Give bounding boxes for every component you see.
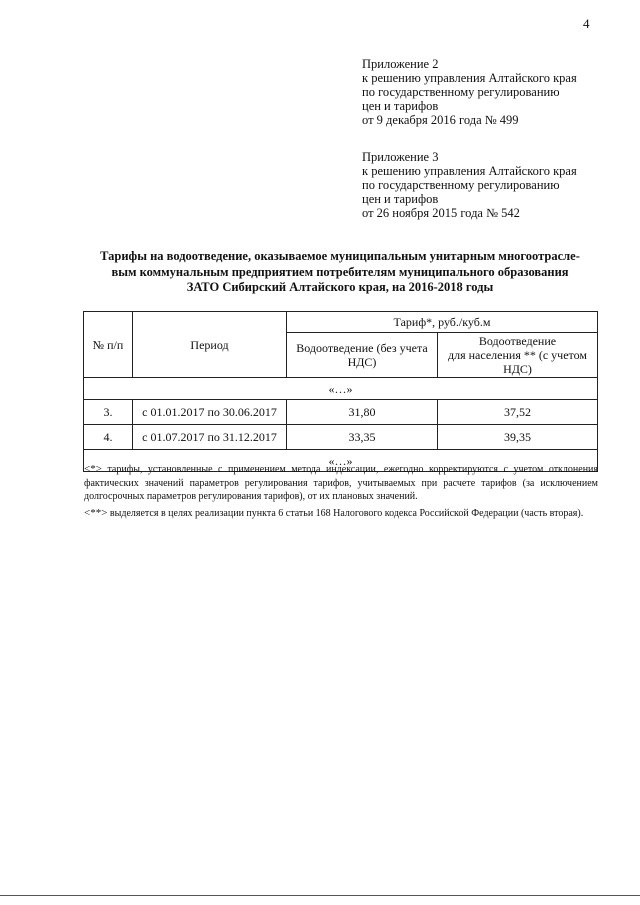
footnote — [84, 507, 598, 521]
header-period: Период — [133, 312, 287, 378]
table-ellipsis-row — [84, 378, 598, 400]
title-line: Тарифы на водоотведение, оказываемое муниципальным унитарным многоотрасле- — [100, 249, 580, 263]
appendix-2-line: к решению управления Алтайского края — [362, 71, 577, 85]
bottom-scan-line — [0, 895, 640, 896]
ellipsis-bottom: «…» — [84, 450, 598, 472]
row-population: 39,35 — [438, 425, 598, 450]
title-line: вым коммунальным предприятием потребителям муниципального образования — [111, 264, 569, 279]
footnotes — [84, 463, 598, 523]
row-period: с 01.01.2017 по 30.06.2017 — [133, 400, 287, 425]
footnote-text: выделяется в целях реализации пункта 6 статьи 168 Налогового кодекса Российской Федерации (часть вторая). — [109, 507, 584, 519]
appendix-2-line: цен и тарифов — [362, 99, 439, 113]
table-header-row — [84, 312, 598, 333]
row-population: 37,52 — [438, 400, 598, 425]
appendix-3-line: от 26 ноября 2015 года № 542 — [362, 206, 520, 220]
row-without-vat: 33,35 — [287, 425, 438, 450]
document-title — [80, 249, 600, 296]
table-row — [84, 400, 598, 425]
appendix-2-line: по государственному регулированию — [362, 85, 560, 99]
header-num: № п/п — [84, 312, 133, 378]
appendix-3-line: цен и тарифов — [362, 192, 439, 206]
header-population-line: для населения ** (с учетом НДС) — [448, 348, 587, 376]
appendix-2-header — [362, 57, 577, 127]
footnote-text: тарифы, установленные с применением метода индексации, ежегодно корректируются с учетом отклонения фактических значений параметров регулирования тарифов, учитываемых при расчете тарифов (за исключением долгосрочных параметров регулирования тарифов), от их плановых значений. — [84, 464, 599, 502]
appendix-3-header — [362, 150, 577, 220]
header-population — [438, 333, 598, 378]
title-line: ЗАТО Сибирский Алтайского края, на 2016-2018 годы — [186, 280, 494, 294]
appendix-3-line: по государственному регулированию — [362, 178, 560, 192]
header-population-line: Водоотведение — [478, 334, 557, 348]
row-period: с 01.07.2017 по 31.12.2017 — [133, 425, 287, 450]
footnote — [84, 463, 598, 504]
row-num: 3. — [84, 400, 133, 425]
tariff-table — [83, 311, 598, 472]
row-num: 4. — [84, 425, 133, 450]
table-row — [84, 425, 598, 450]
appendix-2-line: от 9 декабря 2016 года № 499 — [362, 113, 519, 127]
header-without-vat: Водоотведение (без учета НДС) — [287, 333, 438, 378]
ellipsis-top: «…» — [84, 378, 598, 400]
header-tariff-group: Тариф*, руб./куб.м — [287, 312, 598, 333]
appendix-3-line: Приложение 3 — [362, 150, 439, 164]
page-number: 4 — [583, 16, 590, 31]
appendix-3-line: к решению управления Алтайского края — [362, 164, 577, 178]
footnote-mark: <*> — [84, 463, 102, 475]
row-without-vat: 31,80 — [287, 400, 438, 425]
footnote-mark: <**> — [84, 506, 108, 519]
appendix-2-line: Приложение 2 — [362, 57, 439, 71]
